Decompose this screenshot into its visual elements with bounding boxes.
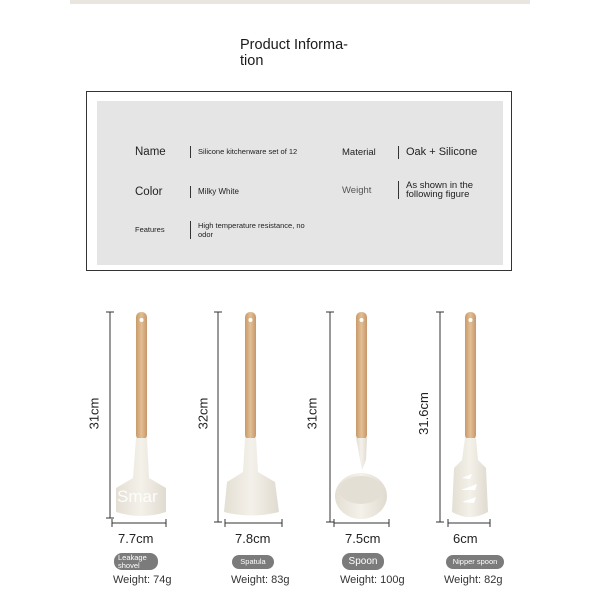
utensil-illustration	[0, 300, 600, 600]
leakage-shovel-image	[116, 312, 166, 516]
utensil-gallery	[0, 300, 600, 600]
page-title: Product Informa- tion	[240, 37, 348, 69]
utensil-4-tag: Nipper spoon	[446, 555, 504, 569]
utensil-2-width: 7.8cm	[235, 531, 271, 546]
color-value: Milky White	[190, 186, 239, 198]
watermark-text: Smar	[117, 487, 158, 506]
name-value: Silicone kitchenware set of 12	[190, 146, 297, 158]
utensil-3-weight: Weight: 100g	[340, 574, 405, 586]
utensil-4-height: 31.6cm	[415, 392, 431, 435]
weight-value: As shown in the following figure	[398, 181, 496, 199]
color-label: Color	[135, 186, 163, 198]
features-label: Features	[135, 225, 165, 234]
utensil-3-height: 31cm	[304, 397, 320, 430]
material-label: Material	[342, 147, 376, 158]
utensil-4-width: 6cm	[453, 531, 478, 546]
features-value: High temperature resistance, no odor	[190, 221, 318, 239]
utensil-1-tag: Leakage shovel	[114, 553, 158, 570]
utensil-1-height: 31cm	[86, 397, 102, 430]
spoon-image	[335, 312, 387, 519]
top-image-strip	[70, 0, 530, 4]
utensil-2-height: 32cm	[195, 397, 211, 430]
product-info-card	[86, 91, 512, 271]
material-value: Oak + Silicone	[398, 146, 477, 159]
utensil-3-width: 7.5cm	[345, 531, 381, 546]
name-label: Name	[135, 146, 166, 158]
spatula-image	[224, 312, 279, 516]
nipper-spoon-image	[452, 312, 488, 517]
utensil-4-weight: Weight: 82g	[444, 574, 503, 586]
utensil-3-tag: Spoon	[342, 553, 384, 570]
weight-label: Weight	[342, 185, 372, 196]
utensil-1-width: 7.7cm	[118, 531, 154, 546]
info-panel	[97, 101, 503, 265]
utensil-2-tag: Spatula	[232, 555, 274, 569]
utensil-2-weight: Weight: 83g	[231, 574, 290, 586]
utensil-1-weight: Weight: 74g	[113, 574, 172, 586]
